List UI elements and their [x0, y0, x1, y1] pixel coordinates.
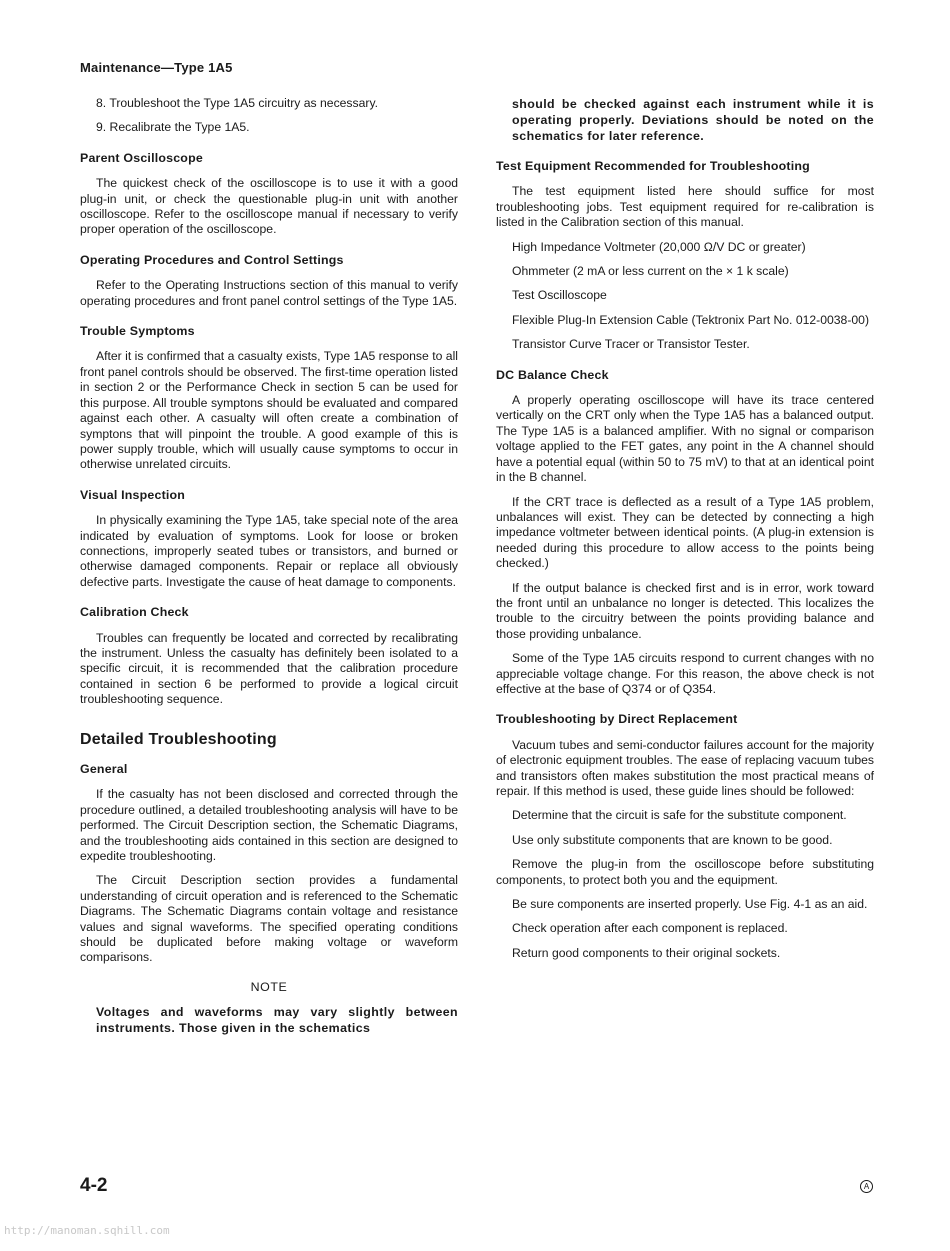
- page-header-title: Maintenance—Type 1A5: [80, 60, 233, 75]
- list-item: Use only substitute components that are known to be good.: [512, 832, 833, 847]
- paragraph: Troubles can frequently be located and corrected by recalibrating the instrument. Unless the casualty has definitely been isolated to a specific circuit, it is recommended that the calibration procedure contained in section 6 be performed to provide a logical circuit troubleshooting sequence.: [80, 630, 458, 707]
- left-column: [80, 96, 458, 1045]
- section-title-detailed-troubleshooting: Detailed Troubleshooting: [80, 730, 277, 748]
- note-text: Voltages and waveforms may vary slightly between instruments. Those given in the schematics: [96, 1005, 458, 1036]
- paragraph: Some of the Type 1A5 circuits respond to current changes with no appreciable voltage change. For this reason, the above check is not effective at the base of Q374 or of Q354.: [496, 651, 874, 696]
- equipment-item: Ohmmeter (2 mA or less current on the × 1 k scale): [512, 264, 789, 279]
- equipment-item: High Impedance Voltmeter (20,000 Ω/V DC or greater): [512, 239, 806, 254]
- paragraph: Vacuum tubes and semi-conductor failures account for the majority of electronic equipment troubles. The ease of replacing vacuum tubes and transistors often makes substitution the most practical means of repair. If this method is used, these guide lines should be followed:: [496, 737, 874, 798]
- section-heading-direct-replacement: Troubleshooting by Direct Replacement: [496, 712, 738, 727]
- list-item: Be sure components are inserted properly. Use Fig. 4-1 as an aid.: [512, 897, 868, 912]
- list-item: 8. Troubleshoot the Type 1A5 circuitry as necessary.: [96, 96, 379, 110]
- section-heading-visual-inspection: Visual Inspection: [80, 487, 186, 502]
- section-heading-calibration-check: Calibration Check: [80, 605, 189, 620]
- paragraph: The test equipment listed here should suffice for most troubleshooting jobs. Test equipment required for re-calibration is listed in the Calibration section of this manual.: [496, 184, 874, 230]
- page-number: 4-2: [80, 1175, 108, 1196]
- watermark-url: http://manoman.sqhill.com: [4, 1224, 170, 1237]
- section-heading-test-equipment: Test Equipment Recommended for Troubleshooting: [496, 159, 810, 173]
- paragraph: If the CRT trace is deflected as a result of a Type 1A5 problem, unbalances will exist. They can be detected by connecting a high impedance voltmeter between identical points. (A plug-in extension is needed during this procedure to allow access to the points being checked.): [496, 494, 874, 571]
- paragraph: A properly operating oscilloscope will have its trace centered vertically on the CRT only when the Type 1A5 has a balanced output. The Type 1A5 is a balanced amplifier. With no signal or comparison voltage applied to the FET gates, any point in the A channel should have a potential equal (within 50 to 75 mV) to that at an identical point in the B channel.: [496, 393, 874, 485]
- list-item: Determine that the circuit is safe for the substitute component.: [512, 808, 847, 823]
- equipment-item: Transistor Curve Tracer or Transistor Tester.: [512, 337, 750, 352]
- paragraph: The Circuit Description section provides a fundamental understanding of circuit operation and is referenced to the Schematic Diagrams. The Schematic Diagrams contain voltage and resistance values and signal waveforms. The specified operating conditions should be duplicated before making voltage or waveform comparisons.: [80, 873, 458, 965]
- paragraph: If the casualty has not been disclosed and corrected through the procedure outlined, a detailed troubleshooting analysis will have to be performed. The Circuit Description section, the Schematic Diagrams, and the troubleshooting aids contained in this section are designed to expedite troubleshooting.: [80, 787, 458, 864]
- list-item: Return good components to their original sockets.: [512, 945, 781, 960]
- section-heading-general: General: [80, 762, 128, 776]
- equipment-item: Test Oscilloscope: [512, 288, 607, 303]
- section-heading-operating-procedures: Operating Procedures and Control Settings: [80, 252, 344, 267]
- paragraph: Refer to the Operating Instructions section of this manual to verify operating procedures and front panel control settings of the Type 1A5.: [80, 278, 458, 308]
- paragraph: The quickest check of the oscilloscope is to use it with a good plug-in unit, or check the questionable plug-in unit with another oscilloscope. Refer to the oscilloscope manual if necessary to verify proper operation of the oscilloscope.: [80, 176, 458, 237]
- paragraph: After it is confirmed that a casualty exists, Type 1A5 response to all front panel controls should be observed. The first-time operation listed in section 2 or the Performance Check in section 5 can be used for this purpose. All trouble symptons should be evaluated and compared against each other. A casualty will often create a combination of symptons that will pinpoint the trouble. A good example of this is power supply trouble, which will usually cause symptoms to occur in otherwise unrelated circuits.: [80, 349, 458, 472]
- right-column: [496, 96, 874, 970]
- revision-mark-icon: A: [860, 1180, 873, 1193]
- section-heading-dc-balance: DC Balance Check: [496, 367, 609, 382]
- paragraph: If the output balance is checked first and is in error, work toward the front until an unbalance no longer is detected. This localizes the trouble to the circuitry between the points providing balance and those providing unbalance.: [496, 580, 874, 641]
- section-heading-parent-oscilloscope: Parent Oscilloscope: [80, 150, 203, 165]
- section-heading-trouble-symptoms: Trouble Symptoms: [80, 324, 195, 339]
- list-item: 9. Recalibrate the Type 1A5.: [96, 120, 250, 135]
- note-title: NOTE: [250, 979, 288, 994]
- paragraph: In physically examining the Type 1A5, take special note of the area indicated by evaluation of symptoms. Look for loose or broken connections, improperly seated tubes or transistors, and burned or otherwise damaged components. Repair or replace all obviously defective parts. Investigate the cause of heat damage to components.: [80, 513, 458, 589]
- equipment-item: Flexible Plug-In Extension Cable (Tektronix Part No. 012-0038-00): [512, 312, 870, 327]
- list-item: Check operation after each component is replaced.: [512, 921, 788, 936]
- list-item: Remove the plug-in from the oscilloscope before substituting components, to protect both you and the equipment.: [496, 857, 874, 887]
- note-text-continued: should be checked against each instrument while it is operating properly. Deviations should be noted on the schematics for later reference.: [512, 97, 874, 143]
